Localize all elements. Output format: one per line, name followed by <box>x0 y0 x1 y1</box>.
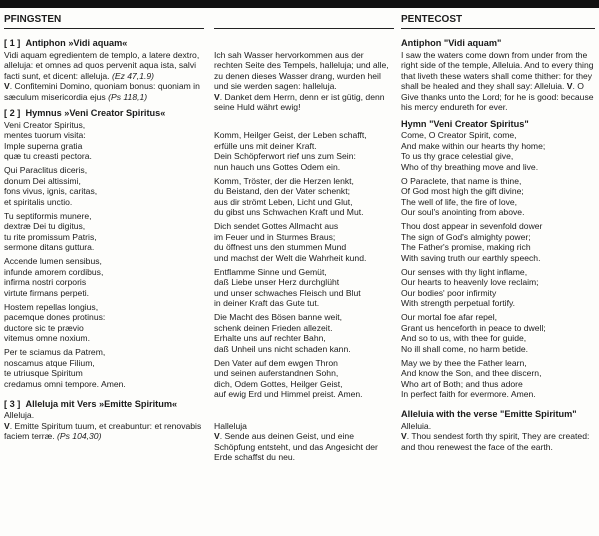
hymn-english-verses <box>401 130 595 400</box>
german-verse: Komm, Heilger Geist, der Leben schafft, erfülle uns mit deiner Kraft. Dein Schöpferwort rief uns zum Sein: nun hauch uns Gottes Odem ein. <box>214 130 367 172</box>
top-bar <box>0 0 599 8</box>
antiphon-title: Antiphon »Vidi aquam« <box>25 38 128 48</box>
english-verse: Our senses with thy light inflame, Our hearts to heavenly love reclaim; Our bodies' poor infirmity With strength perpetual fortify. <box>401 266 539 308</box>
alleluia-english-title: Alleluia with the verse "Emitte Spiritum" <box>401 409 577 419</box>
latin-verse: Veni Creator Spiritus, mentes tuorum visita: Imple superna gratia quæ tu creasti pectora. <box>4 119 92 161</box>
alleluia-english-text: Alleluia. <box>401 420 432 431</box>
header-middle <box>214 14 394 29</box>
german-verse: Dich sendet Gottes Allmacht aus im Feuer und in Sturmes Braus; du öffnest uns den stummen Mund und machst der Welt die Wahrheit kund. <box>214 221 367 263</box>
header-left: PFINGSTEN <box>4 14 204 29</box>
alleluia-english-versicle: V. Thou sendest forth thy spirit, They are created: and thou renewest the face of the earth. <box>401 431 590 452</box>
hymn-english-title: Hymn "Veni Creator Spiritus" <box>401 118 529 129</box>
antiphon-german-versicle: V. Danket dem Herrn, denn er ist gütig, denn seine Huld währt ewig! <box>214 91 385 112</box>
antiphon-english-text: I saw the waters come down from under from the right side of the temple, Alleluia. And to every thing that liveth these waters shall come thither: for they shall be healed and they shall say: Alleluia. V. O Give thanks unto the Lord; for he is good: because his mercy endureth for ever. <box>401 49 594 112</box>
english-column <box>401 14 595 532</box>
alleluia-latin-text: Alleluja. <box>4 410 35 420</box>
alleluia-german-text: Halleluja <box>214 420 247 431</box>
english-verse: O Paraclete, that name is thine, Of God most high the gift divine; The well of life, the fire of love, Our soul's anointing from above. <box>401 175 525 217</box>
antiphon-heading <box>4 38 204 50</box>
hymn-title: Hymnus »Veni Creator Spiritus« <box>25 108 166 118</box>
versicle-label: V <box>4 81 10 91</box>
alleluia-latin-versicle: V. Emitte Spiritum tuum, et creabuntur: et renovabis faciem terræ. (Ps 104,30) <box>4 420 202 441</box>
english-verse: Our mortal foe afar repel, Grant us henceforth in peace to dwell; And so to us, with thee for guide, No ill shall come, no harm betide. <box>401 312 546 354</box>
german-verse: Komm, Tröster, der die Herzen lenkt, du Beistand, den der Vater schenkt; aus dir strömt Leben, Licht und Glut, du gibst uns Schwachen Kraft und Mut. <box>214 175 364 217</box>
psalm-reference: (Ps 118,1) <box>108 91 148 102</box>
antiphon-latin-versicle: V. Confitemini Domino, quoniam bonus: quoniam in sæculum misericordia ejus (Ps 118,1) <box>4 81 200 102</box>
antiphon-latin-text: Vidi aquam egredientem de templo, a latere dextro, alleluja: et omnes ad quos pervenit aqua ista, salvi facti sunt, et dicent: alleluja. (Ez 47,1.9) <box>4 49 200 81</box>
english-verse: May we by thee the Father learn, And know the Son, and thee discern, Who art of Both; and thus adore In perfect faith for evermore. Amen. <box>401 357 542 399</box>
german-verse: Entflamme Sinne und Gemüt, daß Liebe unser Herz durchglüht und unser schwaches Fleisch und Blut in deiner Kraft das Gute tut. <box>214 266 361 308</box>
alleluia-number: [ 3 ] <box>4 398 21 409</box>
hymn-number: [ 2 ] <box>4 108 21 118</box>
antiphon-reference: (Ez 47,1.9) <box>111 70 155 81</box>
versicle-label: V <box>401 431 407 441</box>
hymn-german-verses <box>214 130 394 400</box>
german-verse: Die Macht des Bösen banne weit, schenk deinen Frieden allezeit. Erhalte uns auf rechter Bahn, daß Unheil uns nicht schaden kann. <box>214 312 351 354</box>
versicle-label: V <box>4 420 10 431</box>
antiphon-german-text: Ich sah Wasser hervorkommen aus der rechten Seite des Tempels, halleluja; und alle, zu denen dieses Wasser drang, wurden heil und sie werden sagen: halleluja. <box>214 49 389 91</box>
hymn-heading <box>4 108 204 120</box>
latin-verse: Hostem repellas longius, pacemque dones protinus: ductore sic te prævio vitemus omne noxium. <box>4 301 106 343</box>
english-verse: Come, O Creator Spirit, come, And make within our hearts thy home; To us thy grace celestial give, Who of thy breathing move and live. <box>401 130 546 172</box>
psalm-reference: (Ps 104,30) <box>57 431 102 441</box>
versicle-label: V <box>214 431 220 441</box>
alleluia-heading <box>4 399 204 411</box>
german-verse: Den Vater auf dem ewgen Thron und seinen auferstandnen Sohn, dich, Odem Gottes, Heilger Geist, auf ewig Erd und Himmel preist. Amen. <box>214 357 363 399</box>
hymn-latin-verses <box>4 120 204 390</box>
german-column <box>214 14 394 532</box>
latin-verse: Accende lumen sensibus, infunde amorem cordibus, infirma nostri corporis virtute firmans perpeti. <box>4 256 104 298</box>
latin-verse: Qui Paraclitus diceris, donum Dei altissimi, fons vivus, ignis, caritas, et spiritalis unctio. <box>4 165 98 207</box>
header-right: PENTECOST <box>401 14 595 29</box>
alleluia-german-versicle: V. Sende aus deinen Geist, und eine Schöpfung entsteht, und das Angesicht der Erde schaffst du neu. <box>214 431 378 462</box>
latin-column <box>4 14 204 532</box>
latin-verse: Per te sciamus da Patrem, noscamus atque Filium, te utriusque Spiritum credamus omni tempore. Amen. <box>4 347 126 389</box>
antiphon-number: [ 1 ] <box>4 38 21 48</box>
english-verse: Thou dost appear in sevenfold dower The sign of God's almighty power; The Father's promise, making rich With saving truth our earthly speech. <box>401 221 543 263</box>
alleluia-title: Alleluja mit Vers »Emitte Spiritum« <box>25 398 178 409</box>
versicle-label: V <box>566 81 573 91</box>
versicle-label: V <box>214 91 220 102</box>
antiphon-english-title: Antiphon "Vidi aquam" <box>401 38 502 48</box>
latin-verse: Tu septiformis munere, dextræ Dei tu digitus, tu rite promissum Patris, sermone ditans guttura. <box>4 210 97 252</box>
